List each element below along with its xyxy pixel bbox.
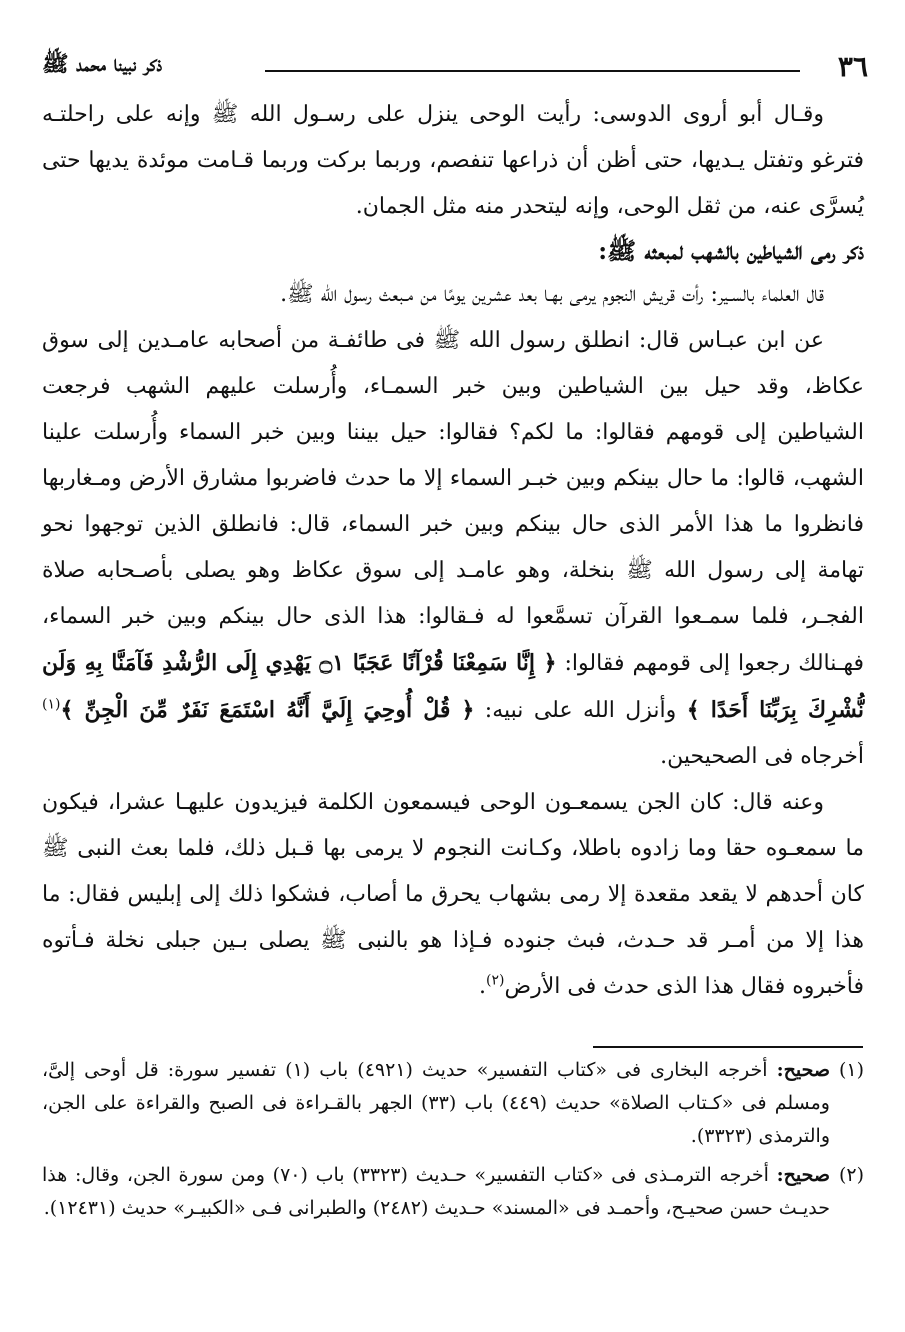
- footnote-text: أخرجه الترمـذى فى «كتاب التفسير» حـديث (٣٣٢٣) باب (٧٠) ومن سورة الجن، وقال: هذا حديـث حسن صحيـح، وأحمـد فى «المسند» حـديث (٢٤٨٢) والطبرانى فـى «الكبيـر» حديث (١٢٤٣١).: [42, 1164, 830, 1219]
- footnote-ref-1[interactable]: (١): [42, 696, 61, 713]
- paragraph-jinn-text: وعنه قال: كان الجن يسمعـون الوحى فيسمعون الكلمة فيزيدون عليهـا عشرا، فيكون ما سمعـوه حقا وما زادوه باطلا، وكـانت النجوم لا يرمى بها قـبل ذلك، فلما بعث النبى ﷺ كان أحدهم لا يقعد مقعدة إلا رمى بشهاب يحرق ما أصاب، فشكوا ذلك إلى إبليس فقال: ما هذا إلا من أمـر قد حـدث، فبث جنوده فـإذا هو بالنبى ﷺ يصلى بـين جبلى نخلة فـأتوه فأخبروه فقال هذا الذى حدث فى الأرض: [42, 790, 864, 999]
- footnote-number: (١): [838, 1059, 864, 1081]
- body-text: [42, 92, 864, 1010]
- quran-verse-2: ﴿ قُلْ أُوحِيَ إِلَيَّ أَنَّهُ اسْتَمَعَ نَفَرٌ مِّنَ الْجِنِّ ﴾: [60, 697, 475, 723]
- footnote-grade: صحيح:: [776, 1164, 830, 1186]
- header-rule: [265, 70, 800, 72]
- running-title: ذكر نبينا محمد ﷺ: [42, 51, 163, 77]
- footnote-1: [42, 1054, 864, 1153]
- footnote-ref-2[interactable]: (٢): [486, 972, 505, 989]
- paragraph-ulama: قال العلماء بالسـير: رأت قريش النجوم يرمى بهـا بعد عشرين يومًا من مـبعث رسول الله ﷺ.: [280, 282, 824, 307]
- footnotes: [42, 1054, 864, 1231]
- paragraph-jinn: [42, 780, 864, 1010]
- paragraph-jinn-end: .: [479, 974, 487, 999]
- footnote-text: أخرجه البخارى فى «كتاب التفسير» حديث (٤٩٢١) باب (١) تفسير سورة: قل أوحى إلىَّ، ومسلم فى «كـتاب الصلاة» حديث (٤٤٩) باب (٣٣) الجهر بالقـراءة فى الصبح والقراءة على الجن، والترمذى (٣٣٢٣).: [42, 1059, 830, 1147]
- paragraph-ibn-abbas: [42, 318, 864, 780]
- paragraph-ibn-abbas-text: عن ابن عبـاس قال: انطلق رسول الله ﷺ فى طائفـة من أصحابه عامـدين إلى سوق عكاظ، وقد حيل بين الشياطين وبين خبر السمـاء، وأُرسلت عليهم الشهب فرجعت الشياطين إلى قومهم فقالوا: ما لكم؟ فقالوا: حيل بيننا وبين خبر السماء وأُرسلت علينا الشهب، قالوا: ما حال بينكم وبين خبـر السماء إلا ما حدث فاضربوا مشارق الأرض ومـغاربها فانظروا ما هذا الأمر الذى حال بينكم وبين خبر السماء، قال: فانطلق الذين توجهوا نحو تهامة إلى رسول الله ﷺ بنخلة، وهو عامـد إلى سوق عكاظ وهو يصلى بأصـحابه صلاة الفجـر، فلما سمـعوا القرآن تسمَّعوا له فـقالوا: هذا الذى حال بينكم وبين خبر السماء، فهـنالك رجعوا إلى قومهم فقالوا:: [42, 328, 864, 676]
- paragraph-abu-arwa: وقـال أبو أروى الدوسى: رأيت الوحى ينزل على رسـول الله ﷺ وإنه على راحلتـه فترغو وتفتل يـديها، حتى أظن أن ذراعها تنفصم، وربما بركت وربما قـامت موئدة يديها حتى يُسرَّى عنه، من ثقل الوحى، وإنه ليتحدر منه مثل الجمان.: [42, 102, 864, 219]
- footnote-rule: [593, 1046, 863, 1048]
- section-heading: ذكر رمى الشياطين بالشهب لمبعثه ﷺ:: [598, 236, 864, 265]
- paragraph-ibn-abbas-text-3: أخرجاه فى الصحيحين.: [660, 744, 864, 769]
- page-number: ٣٦: [837, 50, 868, 83]
- quran-verse-1: ﴿ إِنَّا سَمِعْنَا قُرْآنًا عَجَبًا ۝١ يَهْدِي إِلَى الرُّشْدِ فَآمَنَّا بِهِ وَلَن نُّشْرِكَ بِرَبِّنَا أَحَدًا ﴾: [42, 650, 864, 723]
- footnote-grade: صحيح:: [776, 1059, 830, 1081]
- paragraph-ibn-abbas-text-2: وأنزل الله على نبيه:: [484, 698, 677, 723]
- page-header: [40, 44, 870, 84]
- footnote-number: (٢): [838, 1164, 864, 1186]
- footnote-2: [42, 1159, 864, 1225]
